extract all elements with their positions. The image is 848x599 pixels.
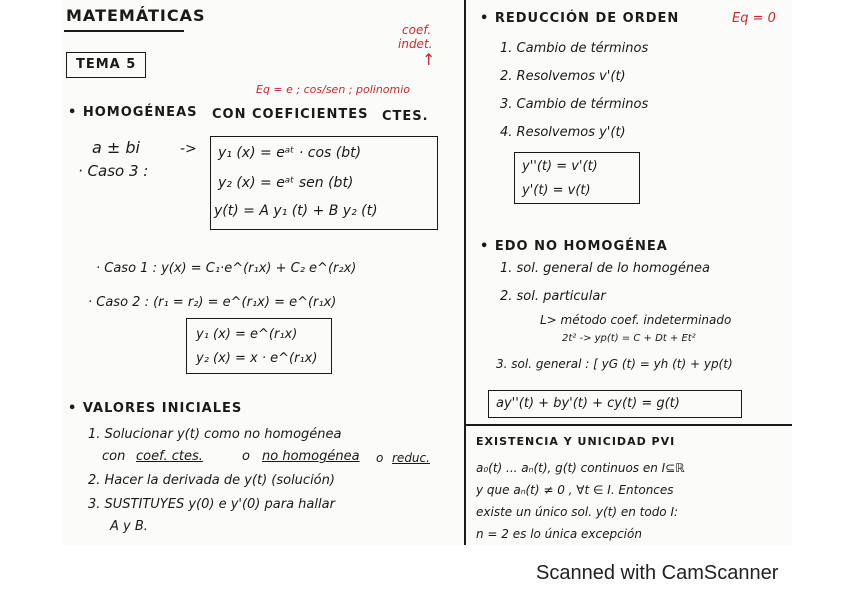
valores-item-1b-a: con xyxy=(102,449,126,464)
existencia-line-4: n = 2 es lo única excepción xyxy=(476,527,642,541)
valores-item-1: 1. Solucionar y(t) como no homogénea xyxy=(88,427,342,442)
reduccion-item-4: 4. Resolvemos y'(t) xyxy=(500,125,626,140)
valores-item-1b-c: o xyxy=(242,449,250,464)
notes-page xyxy=(62,0,792,545)
coef-note-line2: indet. xyxy=(398,37,433,51)
roots-arrow: -> xyxy=(180,141,197,157)
valores-item-2: 2. Hacer la derivada de y(t) (solución) xyxy=(88,473,335,488)
reduccion-item-3: 3. Cambio de términos xyxy=(500,97,649,112)
reduccion-item-1: 1. Cambio de términos xyxy=(500,41,649,56)
homogeneas-heading-c: CTES. xyxy=(382,109,429,124)
caso1-line: · Caso 1 : y(x) = C₁·e^(r₁x) + C₂ e^(r₂x) xyxy=(96,261,357,276)
valores-item-1b-e: o xyxy=(376,451,384,465)
valores-item-1b-d: no homogénea xyxy=(262,449,360,464)
reduccion-heading: • REDUCCIÓN DE ORDEN xyxy=(480,11,680,26)
existencia-line-1: a₀(t) ... aₙ(t), g(t) continuos en I⊆ℝ xyxy=(476,461,685,475)
valores-item-1b-f: reduc. xyxy=(392,451,430,465)
edo-item-2-sub: L> método coef. indeterminado xyxy=(540,313,732,327)
edo-item-2-example: 2t² -> yp(t) = C + Dt + Et² xyxy=(562,333,696,344)
reduccion-box-line1: y''(t) = v'(t) xyxy=(522,159,598,174)
edo-item-2: 2. sol. particular xyxy=(500,289,606,304)
edo-box-equation: ay''(t) + by'(t) + cy(t) = g(t) xyxy=(496,396,680,411)
title-underline xyxy=(64,30,184,32)
caso3-y2: y₂ (x) = eᵃᵗ sen (bt) xyxy=(218,175,354,191)
caso2-line: · Caso 2 : (r₁ = r₂) = e^(r₁x) = e^(r₁x) xyxy=(88,295,337,310)
caso2-y1: y₁ (x) = e^(r₁x) xyxy=(196,327,298,342)
up-arrow-icon: ↑ xyxy=(422,50,436,69)
reduccion-box-line2: y'(t) = v(t) xyxy=(522,183,591,198)
valores-item-1b-b: coef. ctes. xyxy=(136,449,203,464)
caso3-yt: y(t) = A y₁ (t) + B y₂ (t) xyxy=(214,203,378,219)
valores-item-3b: A y B. xyxy=(110,519,148,534)
scanner-watermark: Scanned with CamScanner xyxy=(536,562,779,584)
tema-label: TEMA 5 xyxy=(76,57,137,72)
valores-heading: • VALORES INICIALES xyxy=(68,401,243,416)
reduccion-eq: Eq = 0 xyxy=(732,11,776,26)
reduccion-item-2: 2. Resolvemos v'(t) xyxy=(500,69,626,84)
valores-item-3: 3. SUSTITUYES y(0) e y'(0) para hallar xyxy=(88,497,335,512)
existencia-line-3: existe un único sol. y(t) en todo I: xyxy=(476,505,679,519)
homogeneas-heading-b: CON COEFICIENTES xyxy=(212,107,369,122)
edo-item-3: 3. sol. general : [ yG (t) = yh (t) + yp(t) xyxy=(496,357,733,371)
edo-item-1: 1. sol. general de lo homogénea xyxy=(500,261,711,276)
caso2-y2: y₂ (x) = x · e^(r₁x) xyxy=(196,351,318,366)
page-title: MATEMÁTICAS xyxy=(66,6,206,25)
existencia-line-2: y que aₙ(t) ≠ 0 , ∀t ∈ I. Entonces xyxy=(476,483,674,497)
caso3-y1: y₁ (x) = eᵃᵗ · cos (bt) xyxy=(218,145,362,161)
caso3-label: · Caso 3 : xyxy=(78,162,149,180)
roots-label: a ± bi xyxy=(92,138,140,157)
edo-heading: • EDO NO HOMOGÉNEA xyxy=(480,239,668,254)
coef-note-line1: coef. xyxy=(402,23,432,37)
section-divider xyxy=(466,424,792,426)
homogeneas-heading-a: • HOMOGÉNEAS xyxy=(68,105,198,120)
existencia-heading: EXISTENCIA Y UNICIDAD PVI xyxy=(476,435,676,448)
eq-note: Eq = e ; cos/sen ; polinomio xyxy=(256,83,411,96)
column-divider xyxy=(464,0,466,545)
